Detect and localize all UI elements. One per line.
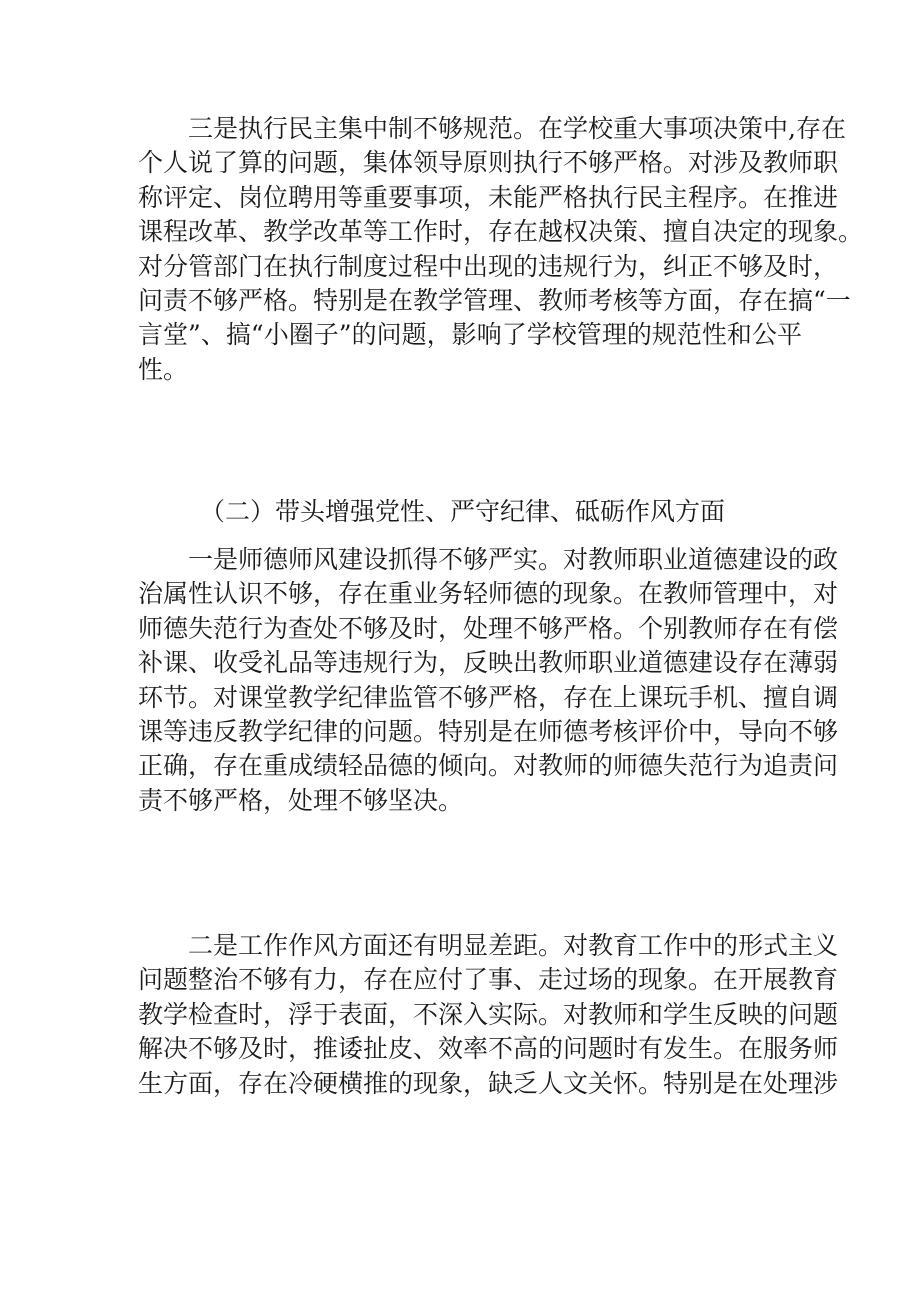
text-line: 解决不够及时，推诿扯皮、效率不高的问题时有发生。在服务师	[138, 1034, 839, 1064]
text-line: 师德失范行为查处不够及时，处理不够严格。个别教师存在有偿	[138, 613, 839, 643]
text-line: 二是工作作风方面还有明显差距。对教育工作中的形式主义	[188, 931, 839, 960]
text-line: 性。	[138, 354, 189, 384]
text-line: 补课、收受礼品等违规行为，反映出教师职业道德建设存在薄弱	[138, 648, 839, 678]
text-line: 生方面，存在冷硬横推的现象，缺乏人文关怀。特别是在处理涉	[138, 1068, 839, 1098]
paragraph-teacher-ethics	[138, 543, 839, 818]
text-line: 问责不够严格。特别是在教学管理、教师考核等方面，存在搞“一	[138, 285, 851, 315]
text-line: 课程改革、教学改革等工作时，存在越权决策、擅自决定的现象。	[138, 217, 864, 247]
text-line: 课等违反教学纪律的问题。特别是在师德考核评价中，导向不够	[138, 716, 839, 746]
text-line: 言堂”、搞“小圈子”的问题，影响了学校管理的规范性和公平	[138, 320, 802, 350]
text-line: 治属性认识不够，存在重业务轻师德的现象。在教师管理中，对	[138, 579, 839, 609]
text-line: 问题整治不够有力，存在应付了事、走过场的现象。在开展教育	[138, 965, 839, 995]
text-line: 称评定、岗位聘用等重要事项，未能严格执行民主程序。在推进	[138, 182, 839, 212]
paragraph-work-style	[138, 929, 839, 1101]
text-line: 责不够严格，处理不够坚决。	[138, 785, 464, 815]
text-line: 个人说了算的问题，集体领导原则执行不够严格。对涉及教师职	[138, 148, 839, 178]
text-line: 教学检查时，浮于表面，不深入实际。对教师和学生反映的问题	[138, 999, 839, 1029]
section-heading: （二）带头增强党性、严守纪律、砥砺作风方面	[200, 497, 726, 526]
text-line: 对分管部门在执行制度过程中出现的违规行为，纠正不够及时，	[138, 251, 839, 281]
paragraph-democratic-centralism	[138, 112, 864, 387]
text-line: 正确，存在重成绩轻品德的倾向。对教师的师德失范行为追责问	[138, 751, 839, 781]
text-line: 一是师德师风建设抓得不够严实。对教师职业道德建设的政	[188, 545, 839, 574]
text-line: 三是执行民主集中制不够规范。在学校重大事项决策中,存在	[188, 114, 846, 143]
text-line: 环节。对课堂教学纪律监管不够严格，存在上课玩手机、擅自调	[138, 682, 839, 712]
